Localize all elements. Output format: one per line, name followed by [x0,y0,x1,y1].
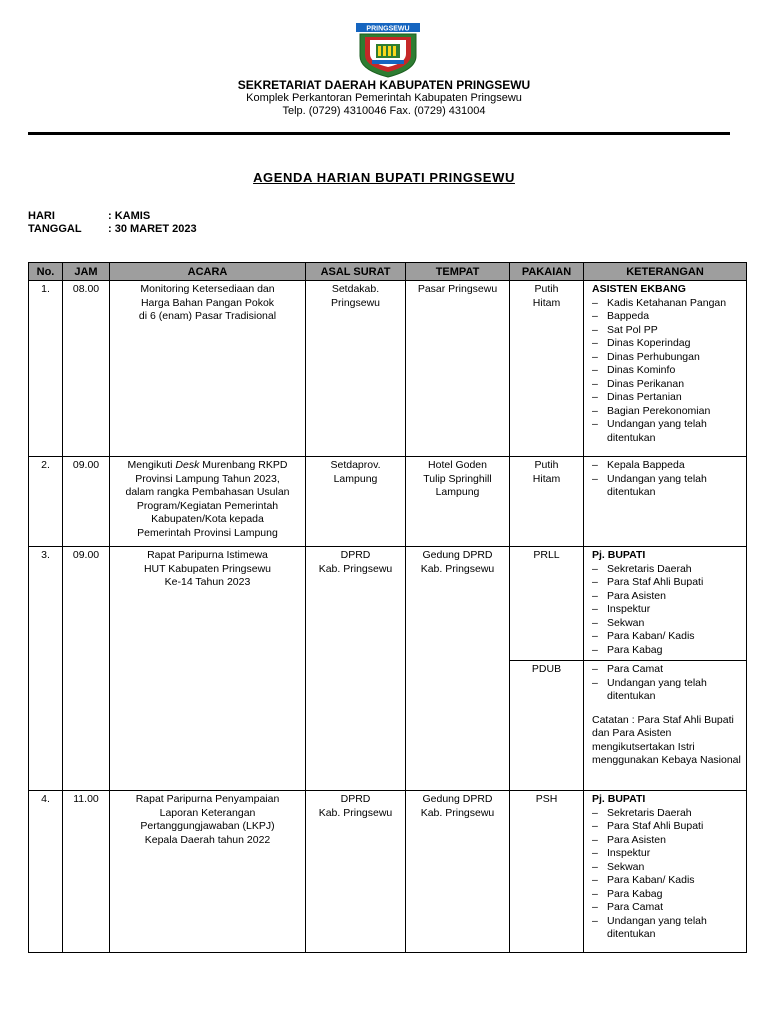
list-item: – Undangan yang telah ditentukan [592,915,743,942]
tanggal-label: TANGGAL [28,223,82,235]
cell-no: 1. [29,281,63,457]
cell-acara: Mengikuti Desk Murenbang RKPD Provinsi Lampung Tahun 2023, dalam rangka Pembahasan Usulan Program/Kegiatan Pemerintah Kabupaten/Kota kepada Pemerintah Provinsi Lampung [110,457,306,547]
letterhead-contact: Telp. (0729) 4310046 Fax. (0729) 431004 [282,105,486,117]
cell-jam: 08.00 [63,281,110,457]
list-item: – Para Kabag [592,888,743,902]
cell-pakaian: PRLL [510,547,584,661]
cell-tempat: Pasar Pringsewu [406,281,510,457]
letterhead-org: SEKRETARIAT DAERAH KABUPATEN PRINGSEWU [237,78,531,92]
list-item: – Undangan yang telah ditentukan [592,418,743,445]
cell-acara: Monitoring Ketersediaan dan Harga Bahan Pangan Pokok di 6 (enam) Pasar Tradisional [110,281,306,457]
cell-asal-surat: Setdaprov. Lampung [306,457,406,547]
table-header-row [29,263,747,281]
cell-keterangan [584,547,747,661]
header-no: No. [29,263,63,281]
cell-pakaian: PSH [510,791,584,953]
table-row [29,791,747,953]
meta-tanggal [28,223,197,235]
cell-keterangan [584,791,747,953]
keterangan-heading: Pj. BUPATI [592,549,646,561]
table-row [29,281,747,457]
letterhead-address: Komplek Perkantoran Pemerintah Kabupaten Pringsewu [246,92,522,104]
cell-pakaian: Putih Hitam [510,457,584,547]
tanggal-value: : 30 MARET 2023 [108,223,197,235]
list-item: – Bagian Perekonomian [592,405,743,419]
list-item: – Bappeda [592,310,743,324]
table-row [29,547,747,661]
cell-no: 3. [29,547,63,791]
pringsewu-logo [352,22,424,78]
agenda-table [28,262,747,953]
list-item: – Dinas Pertanian [592,391,743,405]
list-item: – Para Camat [592,901,743,915]
list-item: – Sekwan [592,861,743,875]
document-title: AGENDA HARIAN BUPATI PRINGSEWU [253,170,515,185]
list-item: – Sekwan [592,617,743,631]
header-tempat: TEMPAT [406,263,510,281]
list-item: – Para Asisten [592,590,743,604]
cell-pakaian: Putih Hitam [510,281,584,457]
cell-tempat: Hotel Goden Tulip Springhill Lampung [406,457,510,547]
cell-keterangan [584,281,747,457]
list-item: – Para Staf Ahli Bupati [592,820,743,834]
catatan-note: Catatan : Para Staf Ahli Bupati dan Para Asisten mengikutsertakan Istri menggunakan Kebaya Nasional [592,713,741,766]
header-pakaian: PAKAIAN [510,263,584,281]
hari-value: : KAMIS [108,210,151,222]
list-item: – Para Kaban/ Kadis [592,630,743,644]
list-item: – Dinas Perhubungan [592,351,743,365]
list-item: – Dinas Perikanan [592,378,743,392]
cell-jam: 09.00 [63,547,110,791]
cell-tempat: Gedung DPRD Kab. Pringsewu [406,547,510,791]
cell-asal-surat: Setdakab. Pringsewu [306,281,406,457]
logo-banner-text: PRINGSEWU [366,25,410,33]
table-row [29,457,747,547]
cell-jam: 11.00 [63,791,110,953]
cell-keterangan [584,457,747,547]
cell-pakaian: PDUB [510,661,584,791]
list-item: – Para Camat [592,663,743,677]
list-item: – Kadis Ketahanan Pangan [592,297,743,311]
list-item: – Sekretaris Daerah [592,563,743,577]
cell-tempat: Gedung DPRD Kab. Pringsewu [406,791,510,953]
hari-label: HARI [28,210,55,222]
list-item: – Para Asisten [592,834,743,848]
header-asal-surat: ASAL SURAT [306,263,406,281]
cell-acara: Rapat Paripurna Penyampaian Laporan Keterangan Pertanggungjawaban (LKPJ) Kepala Daerah tahun 2022 [110,791,306,953]
list-item: – Para Staf Ahli Bupati [592,576,743,590]
meta-hari [28,210,150,222]
keterangan-heading: ASISTEN EKBANG [592,283,686,295]
cell-jam: 09.00 [63,457,110,547]
list-item: – Dinas Kominfo [592,364,743,378]
header-acara: ACARA [110,263,306,281]
cell-asal-surat: DPRD Kab. Pringsewu [306,791,406,953]
letterhead-rule [28,132,730,135]
cell-no: 4. [29,791,63,953]
header-jam: JAM [63,263,110,281]
keterangan-heading: Pj. BUPATI [592,793,646,805]
cell-asal-surat: DPRD Kab. Pringsewu [306,547,406,791]
list-item: – Sat Pol PP [592,324,743,338]
list-item: – Undangan yang telah ditentukan [592,473,743,500]
list-item: – Dinas Koperindag [592,337,743,351]
list-item: – Kepala Bappeda [592,459,743,473]
cell-no: 2. [29,457,63,547]
cell-keterangan [584,661,747,791]
list-item: – Para Kaban/ Kadis [592,874,743,888]
list-item: – Inspektur [592,603,743,617]
header-keterangan: KETERANGAN [584,263,747,281]
list-item: – Undangan yang telah ditentukan [592,677,743,704]
list-item: – Sekretaris Daerah [592,807,743,821]
cell-acara: Rapat Paripurna Istimewa HUT Kabupaten Pringsewu Ke-14 Tahun 2023 [110,547,306,791]
list-item: – Inspektur [592,847,743,861]
list-item: – Para Kabag [592,644,743,658]
